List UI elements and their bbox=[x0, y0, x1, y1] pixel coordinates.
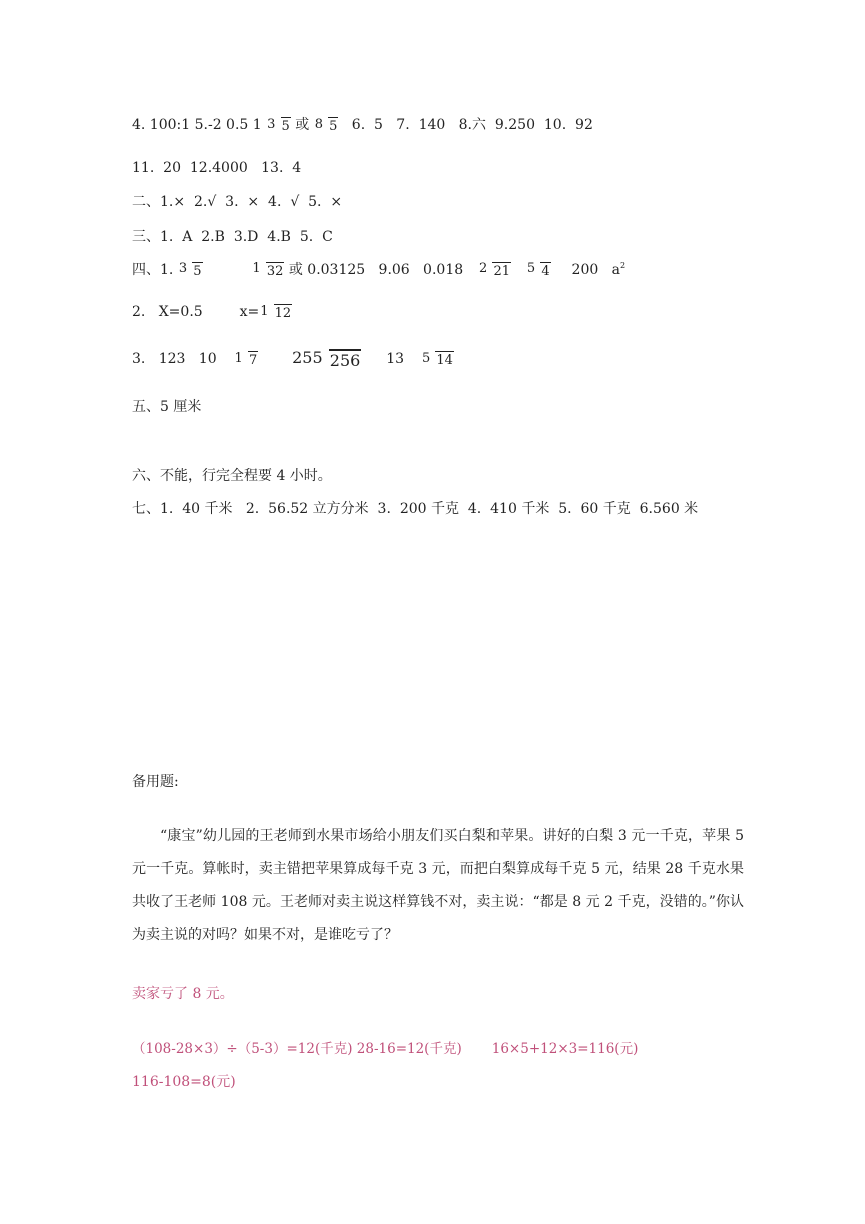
fraction: 3 5 bbox=[178, 261, 202, 279]
backup-calculation-2: 116-108=8(元) bbox=[132, 1074, 236, 1090]
fraction: 255 256 bbox=[292, 348, 361, 370]
answer-section-2: 二、1.× 2.√ 3. × 4. √ 5. × bbox=[132, 194, 343, 210]
backup-heading: 备用题: bbox=[132, 774, 179, 790]
fraction: 3 5 bbox=[267, 116, 290, 134]
backup-problem: “康宝”幼儿园的王老师到水果市场给小朋友们买白梨和苹果。讲好的白梨 3 元一千克，苹果 5 元一千克。算帐时，卖主错把苹果算成每千克 3 元，而把白梨算成每千克 5 元，结果 28 千克水果共收了王老师 108 元。王老师对卖主说这样算钱不对，卖主说：“都是 8 元 2 千克，没错的。”你认为卖主说的对吗？如果不对，是谁吃亏了？ bbox=[132, 828, 744, 943]
fraction: 2 21 bbox=[479, 261, 511, 279]
backup-answer: 卖家亏了 8 元。 bbox=[132, 986, 234, 1002]
answer-section-5: 五、5 厘米 bbox=[132, 399, 202, 415]
answer-section-4: 四、1. 3 5 1 32 或 0.03125 9.06 0.018 2 21 5 4 200 a2 bbox=[132, 261, 626, 279]
answer-section-6: 六、不能，行完全程要 4 小时。 bbox=[132, 468, 332, 484]
fraction: 5 14 bbox=[421, 350, 453, 368]
fraction: 5 4 bbox=[526, 261, 550, 279]
answer-line-4 bbox=[132, 116, 593, 134]
answer-text: 4. 100:1 5.-2 0.5 1 bbox=[132, 117, 262, 133]
answer-line-11: 11. 20 12.4000 13. 4 bbox=[132, 160, 302, 176]
backup-calculation-1: （108-28×3）÷（5-3）=12(千克) 28-16=12(千克) 16×5+12×3=116(元) bbox=[132, 1041, 639, 1057]
answer-equation-line: 2. X=0.5 x=1 12 bbox=[132, 303, 292, 321]
answer-section-7: 七、1. 40 千米 2. 56.52 立方分米 3. 200 千克 4. 410 千米 5. 60 千克 6.560 米 bbox=[132, 501, 699, 517]
fraction: 8 5 bbox=[314, 116, 338, 134]
answer-text: 6. 5 7. 140 8.六 9.250 10. 92 bbox=[342, 117, 593, 133]
answer-fraction-line: 3. 123 10 1 7 255 256 13 5 14 bbox=[132, 348, 453, 370]
fraction: 1 7 bbox=[234, 350, 258, 368]
fraction: 1 12 bbox=[260, 303, 292, 321]
or-text: 或 bbox=[295, 117, 310, 133]
fraction: 1 32 bbox=[252, 261, 284, 279]
answer-section-3: 三、1. A 2.B 3.D 4.B 5. C bbox=[132, 229, 333, 245]
